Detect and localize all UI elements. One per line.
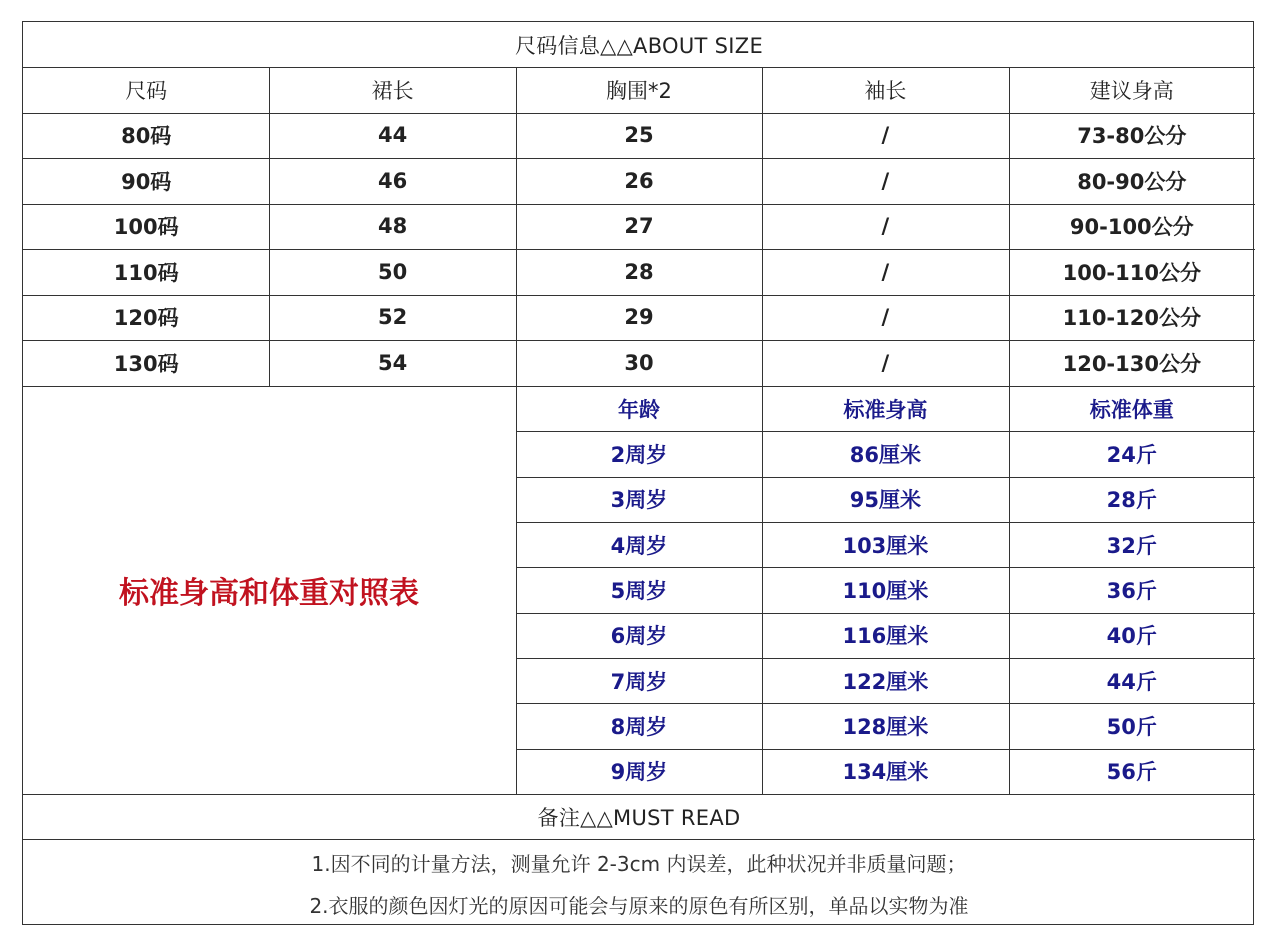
reference-table-cell: 128厘米 (842, 714, 929, 739)
size-table-cell: 90码 (121, 169, 172, 194)
size-table-header: 胸围*2 (606, 78, 672, 103)
divider (516, 567, 1255, 568)
divider (762, 67, 763, 386)
size-table-cell: 130码 (113, 351, 179, 376)
divider (1009, 386, 1010, 794)
divider (516, 703, 1255, 704)
reference-table-header: 标准体重 (1089, 397, 1174, 422)
size-table-cell: 27 (624, 214, 654, 239)
size-table-cell: / (881, 168, 890, 193)
divider (516, 613, 1255, 614)
reference-table-header: 年龄 (617, 397, 660, 422)
size-table-cell: 52 (377, 305, 408, 330)
reference-table-cell: 24斤 (1106, 442, 1157, 467)
size-table-cell: / (881, 305, 890, 330)
size-table-cell: 73-80公分 (1077, 124, 1187, 149)
size-table-cell: 120码 (113, 306, 179, 331)
divider (516, 658, 1255, 659)
reference-table-cell: 4周岁 (610, 533, 668, 558)
reference-table-header: 标准身高 (843, 397, 928, 422)
reference-table-cell: 6周岁 (610, 624, 668, 649)
size-table-cell: 54 (377, 350, 408, 375)
divider (23, 204, 1255, 205)
reference-table-cell: 7周岁 (610, 669, 668, 694)
size-table-cell: 26 (624, 168, 654, 193)
divider (23, 839, 1255, 840)
reference-table-cell: 134厘米 (842, 760, 929, 785)
reference-table-cell: 56斤 (1106, 760, 1157, 785)
size-table-cell: 30 (624, 350, 654, 375)
divider (516, 522, 1255, 523)
reference-table-cell: 3周岁 (610, 488, 668, 513)
divider (516, 386, 517, 794)
reference-table-cell: 103厘米 (842, 533, 929, 558)
size-table-cell: / (881, 350, 890, 375)
size-table-header: 尺码 (125, 78, 168, 103)
divider (23, 158, 1255, 159)
size-chart-title: 尺码信息△△ABOUT SIZE (514, 33, 764, 58)
size-table-header: 建议身高 (1089, 78, 1174, 103)
size-table-cell: 100-110公分 (1062, 260, 1201, 285)
reference-table-cell: 9周岁 (610, 760, 668, 785)
reference-table-cell: 36斤 (1106, 578, 1157, 603)
size-table-cell: 28 (624, 259, 654, 284)
reference-table-cell: 28斤 (1106, 488, 1157, 513)
reference-table-cell: 44斤 (1106, 669, 1157, 694)
size-chart (22, 21, 1254, 925)
divider (23, 113, 1255, 114)
size-table-cell: 25 (624, 123, 654, 148)
divider (23, 340, 1255, 341)
size-table-cell: / (881, 123, 890, 148)
size-table-cell: 110码 (113, 260, 179, 285)
divider (516, 67, 517, 386)
divider (269, 67, 270, 386)
reference-table-cell: 2周岁 (610, 442, 668, 467)
size-table-cell: 46 (377, 168, 408, 193)
reference-table-cell: 32斤 (1106, 533, 1157, 558)
reference-table-cell: 122厘米 (842, 669, 929, 694)
size-table-cell: 80码 (121, 124, 172, 149)
size-table-cell: 29 (624, 305, 654, 330)
reference-table-cell: 86厘米 (849, 442, 921, 467)
size-table-header: 袖长 (864, 78, 907, 103)
reference-label: 标准身高和体重对照表 (119, 576, 419, 611)
size-table-cell: / (881, 214, 890, 239)
size-table-cell: 44 (377, 123, 408, 148)
reference-table-cell: 116厘米 (842, 624, 929, 649)
size-table-cell: 80-90公分 (1077, 169, 1187, 194)
reference-table-cell: 8周岁 (610, 714, 668, 739)
divider (23, 295, 1255, 296)
reference-table-cell: 40斤 (1106, 624, 1157, 649)
divider (516, 431, 1255, 432)
size-table-cell: 50 (377, 259, 408, 284)
note-line-2: 2.衣服的颜色因灯光的原因可能会与原来的原色有所区别，单品以实物为准 (309, 893, 969, 918)
divider (1009, 67, 1010, 386)
divider (516, 477, 1255, 478)
size-table-cell: 90-100公分 (1069, 215, 1194, 240)
reference-table-cell: 50斤 (1106, 714, 1157, 739)
size-table-cell: 110-120公分 (1062, 306, 1201, 331)
note-line-1: 1.因不同的计量方法，测量允许 2-3cm 内误差，此种状况并非质量问题； (311, 851, 967, 876)
size-table-cell: 48 (377, 214, 408, 239)
reference-table-cell: 5周岁 (610, 578, 668, 603)
size-table-cell: / (881, 259, 890, 284)
size-table-header: 裙长 (371, 78, 414, 103)
divider (516, 749, 1255, 750)
reference-table-cell: 95厘米 (849, 488, 921, 513)
reference-table-cell: 110厘米 (842, 578, 929, 603)
divider (23, 249, 1255, 250)
size-table-cell: 100码 (113, 215, 179, 240)
size-table-cell: 120-130公分 (1062, 351, 1201, 376)
notes-title: 备注△△MUST READ (537, 805, 741, 830)
divider (762, 386, 763, 794)
